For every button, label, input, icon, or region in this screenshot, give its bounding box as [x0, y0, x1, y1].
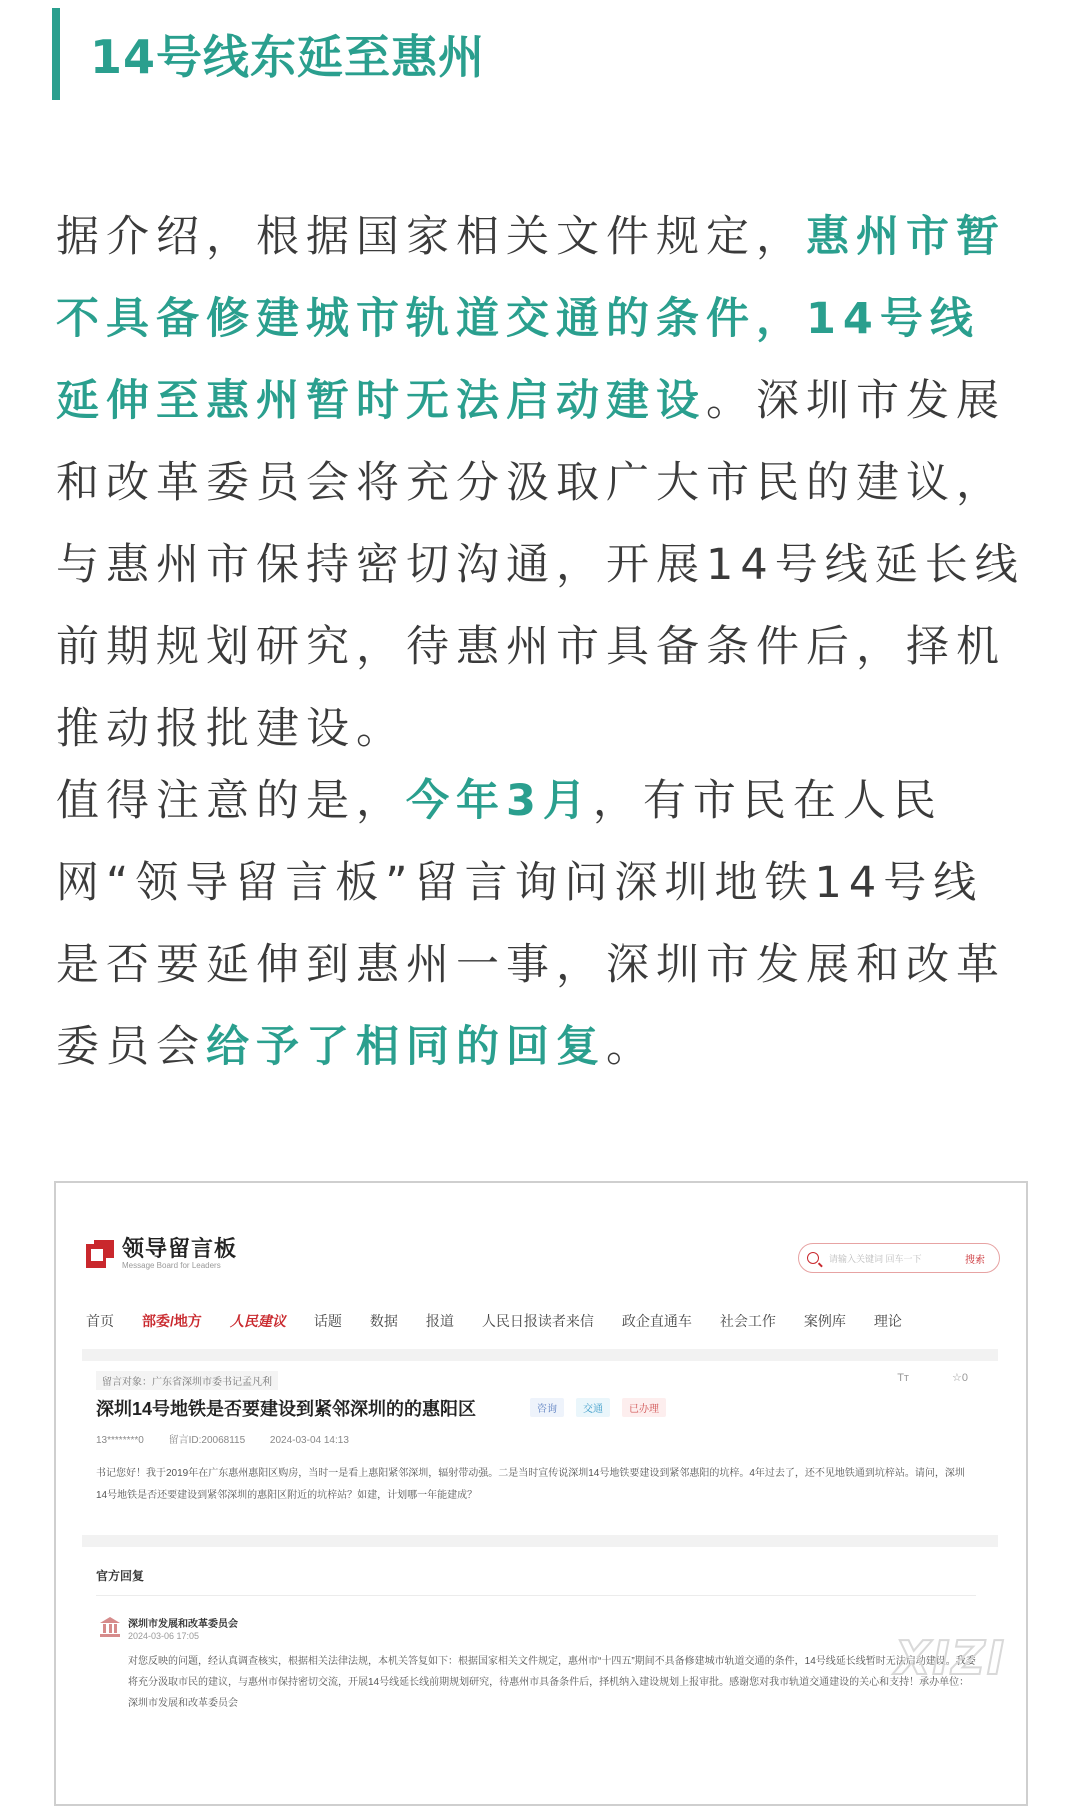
divider-bar — [82, 1349, 998, 1361]
divider-bar — [82, 1535, 998, 1547]
star-icon[interactable]: ☆0 — [952, 1372, 968, 1384]
section-title: 14号线东延至惠州 — [90, 30, 486, 84]
nav-item-gov-enterprise[interactable]: 政企直通车 — [621, 1313, 692, 1329]
tag-consult: 咨询 — [530, 1398, 564, 1417]
site-search[interactable] — [798, 1243, 1000, 1273]
message-user: 13********0 — [96, 1435, 144, 1446]
nav-item-ministries[interactable]: 部委/地方 — [142, 1313, 202, 1329]
message-target: 留言对象：广东省深圳市委书记孟凡利 — [96, 1371, 278, 1390]
logo-icon — [86, 1240, 114, 1268]
p1-text-2: 。深圳市发展和改革委员会将充分汲取广大市民的建议，与惠州市保持密切沟通，开展14号线延长线前期规划研究，待惠州市具备条件后，择机推动报批建设。 — [56, 376, 1025, 754]
tag-handled: 已办理 — [622, 1398, 666, 1417]
nav-item-letters[interactable]: 人民日报读者来信 — [481, 1313, 594, 1329]
nav-item-suggestions[interactable]: 人民建议 — [229, 1314, 286, 1330]
message-id: 留言ID:20068115 — [168, 1435, 246, 1446]
section-header — [52, 8, 485, 100]
font-size-icon[interactable]: Tт — [897, 1372, 909, 1384]
search-button[interactable]: 搜索 — [965, 1254, 985, 1266]
message-meta — [96, 1431, 371, 1446]
message-title: 深圳14号地铁是否要建设到紧邻深圳的的惠阳区 — [96, 1399, 477, 1419]
watermark: XIZI — [894, 1631, 1006, 1685]
p1-text-1: 据介绍，根据国家相关文件规定， — [56, 212, 806, 262]
site-logo[interactable] — [86, 1237, 237, 1271]
logo-text: 领导留言板 — [122, 1236, 238, 1261]
reply-org: 深圳市发展和改革委员会 — [128, 1619, 238, 1630]
embedded-screenshot — [54, 1181, 1028, 1806]
p2-highlight-1: 今年3月 — [406, 776, 593, 826]
site-nav — [86, 1311, 930, 1331]
paragraph-2 — [56, 760, 1026, 1088]
p2-text-1: 值得注意的是， — [56, 776, 406, 826]
p2-text-2: ，有市民在人民网“领导留言板”留言询问深圳地铁14号线是否要延伸到惠州一事，深圳市发展和改革委员会 — [56, 776, 1006, 1072]
nav-item-topics[interactable]: 话题 — [313, 1313, 342, 1329]
message-tags — [530, 1398, 678, 1417]
nav-item-data[interactable]: 数据 — [369, 1313, 398, 1329]
p2-text-3: 。 — [606, 1022, 656, 1072]
p1-highlight: 惠州市暂不具备修建城市轨道交通的条件，14号线延伸至惠州暂时无法启动建设 — [56, 212, 1006, 426]
site-header — [56, 1183, 1026, 1333]
official-reply — [82, 1555, 998, 1785]
divider — [96, 1595, 976, 1596]
paragraph-1 — [56, 196, 1026, 770]
search-input[interactable]: 请输入关键词 回车一下 — [829, 1253, 922, 1264]
nav-item-home[interactable]: 首页 — [86, 1313, 114, 1329]
nav-item-cases[interactable]: 案例库 — [803, 1313, 846, 1329]
tag-traffic: 交通 — [576, 1398, 610, 1417]
nav-item-reports[interactable]: 报道 — [425, 1313, 454, 1329]
nav-item-social-work[interactable]: 社会工作 — [719, 1313, 776, 1329]
p2-highlight-2: 给予了相同的回复 — [206, 1022, 606, 1072]
logo-subtext: Message Board for Leaders — [122, 1261, 221, 1270]
search-icon — [807, 1252, 819, 1264]
message-body: 书记您好！我于2019年在广东惠州惠阳区购房，当时一是看上惠阳紧邻深圳，辐射带动强。二是当时宣传说深圳14号地铁要建设到紧邻惠阳的坑梓。4年过去了，还不见地铁通到坑梓站。请问，深圳14号地铁是否还要建设到紧邻深圳的惠阳区附近的坑梓站？如建，计划哪一年能建成？ — [96, 1468, 965, 1501]
message-tools — [857, 1371, 968, 1384]
message-datetime: 2024-03-04 14:13 — [269, 1435, 349, 1446]
reply-date: 2024-03-06 17:05 — [128, 1631, 200, 1641]
reply-body: 对您反映的问题，经认真调查核实，根据相关法律法规，本机关答复如下：根据国家相关文件规定，惠州市“十四五”期间不具备修建城市轨道交通的条件，14号线延长线暂时无法启动建设。我委将充分汲取市民的建议，与惠州市保持密切交流，开展14号线延长线前期规划研究，待惠州市具备条件后，择机纳入建设规划上报审批。感谢您对我市轨道交通建设的关心和支持！承办单位：深圳市发展和改革委员会 — [128, 1656, 976, 1709]
government-building-icon — [100, 1617, 120, 1637]
reply-heading: 官方回复 — [96, 1569, 145, 1583]
nav-item-theory[interactable]: 理论 — [873, 1313, 902, 1329]
message-card — [82, 1371, 998, 1521]
